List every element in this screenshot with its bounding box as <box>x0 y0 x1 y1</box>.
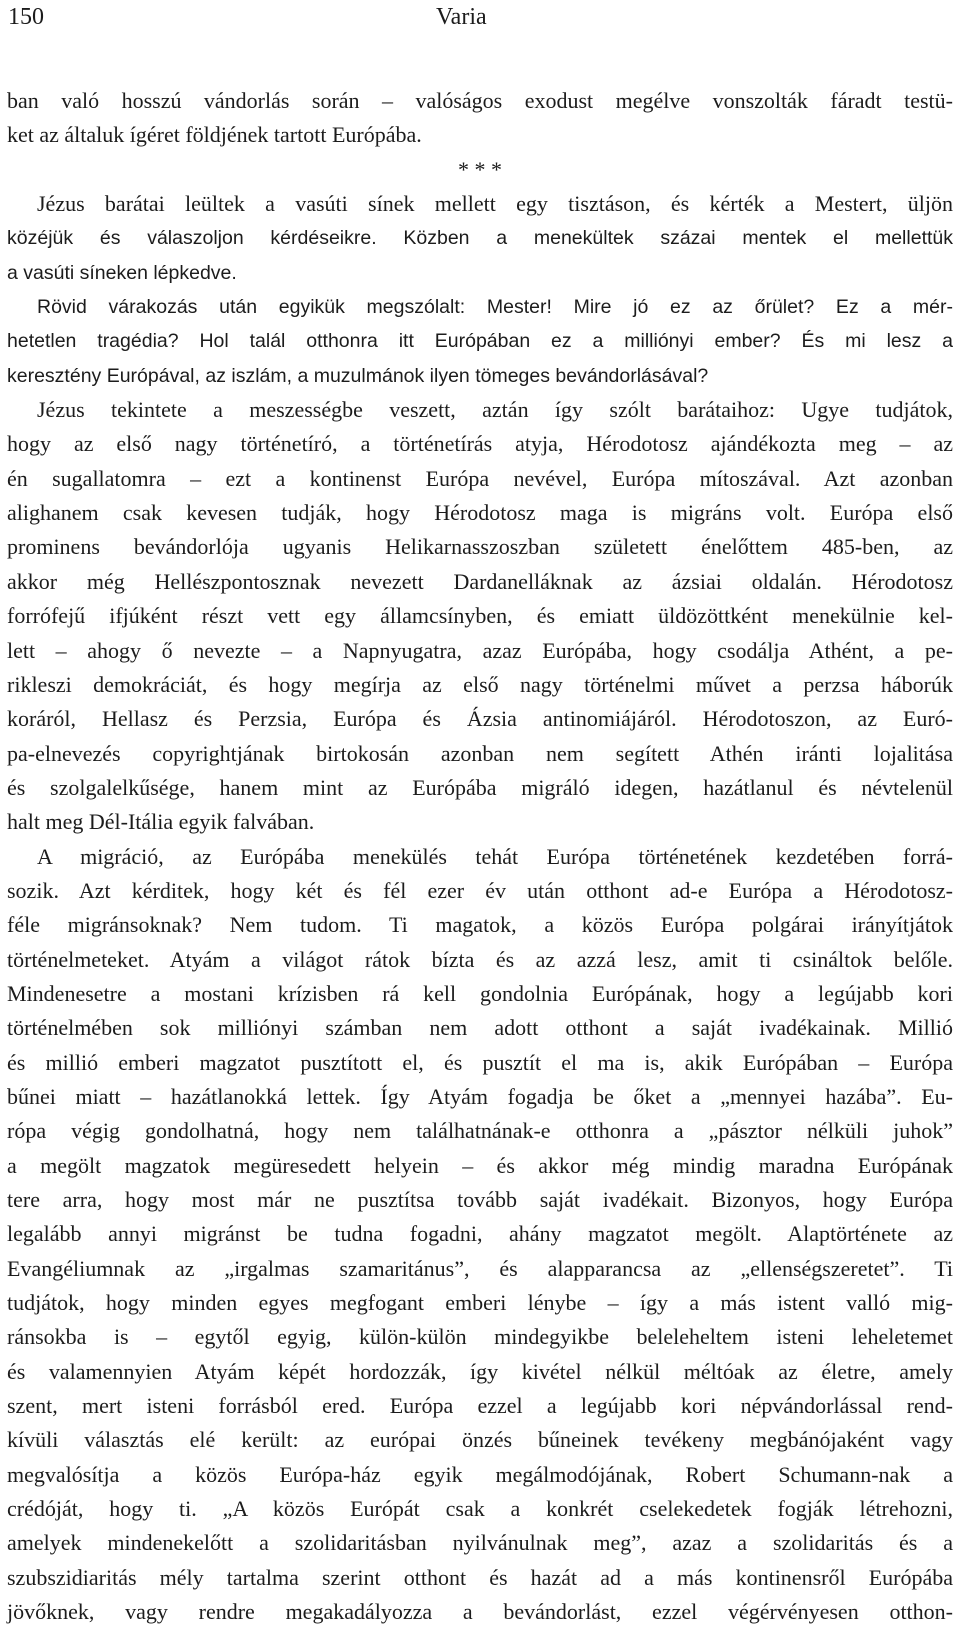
text-line: amelyek mindenekelőtt a szolidaritásban nyilvánulnak meg”, azaz a szolidaritás és a <box>7 1530 953 1556</box>
text-line: keresztény Európával, az iszlám, a muzulmánok ilyen tömeges bevándorlásával? <box>7 364 709 387</box>
text-line: és szolgalelkűsége, hanem mint az Európába migráló idegen, hazátlanul és névtelenül <box>7 774 953 800</box>
text-line: koráról, Hellasz és Perzsia, Európa és Ázsia antinomiájáról. Hérodotoszon, az Euró- <box>7 706 953 732</box>
text-line: történelmeteket. Atyám a világot rátok bízta és az azzá lesz, amit ti csináltok belőle. <box>7 946 953 972</box>
text-line: rikleszi demokráciát, és hogy megírja az első nagy történelmi művet a perzsa háborúk <box>7 671 953 697</box>
text-line: tere arra, hogy most már ne pusztítsa tovább saját ivadékait. Bizonyos, hogy Európa <box>7 1187 953 1212</box>
text-line: forrófejű ifjúként részt vett egy államcsínyben, és emiatt üldözöttként menekülnie kel- <box>7 603 953 629</box>
running-head: Varia <box>436 4 487 30</box>
text-line: és valamennyien Atyám képét hordozzák, így kivétel nélkül méltóak az életre, amely <box>7 1358 953 1384</box>
text-line: kívüli választás elé került: az európai önzés bűneinek tevékeny megbánójaként vagy <box>7 1427 953 1453</box>
section-separator: * * * <box>458 156 502 182</box>
text-line: lett – ahogy ő nevezte – a Napnyugatra, azaz Európába, hogy csodálja Athént, a pe- <box>7 637 953 663</box>
page-number: 150 <box>8 4 44 30</box>
text-line: Rövid várakozás után egyikük megszólalt: Mester! Mire jó ez az őrület? Ez a mér- <box>37 296 953 319</box>
text-line: Jézus barátai leültek a vasúti sínek mellett egy tisztáson, és kérték a Mestert, üljön <box>37 191 953 217</box>
text-line: közéjük és válaszoljon kérdéseikre. Közben a menekültek százai mentek el mellettük <box>7 227 953 250</box>
text-line: akkor még Hellészpontosznak nevezett Dardanelláknak az ázsiai oldalán. Hérodotosz <box>7 568 953 594</box>
text-line: pa-elnevezés copyrightjának birtokosán azonban nem segített Athén iránti lojalitása <box>7 740 953 766</box>
text-line: legalább annyi migránst be tudna fogadni, ahány magzatot megölt. Alaptörténete az <box>7 1221 953 1247</box>
text-line: én sugallatomra – ezt a kontinenst Európa nevével, Európa mítoszával. Azt azonban <box>7 465 953 491</box>
text-line: halt meg Dél-Itália egyik falvában. <box>7 809 315 835</box>
text-line: történelmében sok milliónyi számban nem adott otthont a saját ivadékainak. Millió <box>7 1015 953 1041</box>
text-line: crédóját, hogy ti. „A közös Európát csak a konkrét cselekedetek fogják létrehozni, <box>7 1496 953 1522</box>
text-line: a vasúti síneken lépkedve. <box>7 261 237 284</box>
text-line: A migráció, az Európába menekülés tehát Európa történetének kezdetében forrá- <box>37 843 953 869</box>
text-line: prominens bevándorlója ugyanis Helikarnasszoszban született énelőttem 485-ben, az <box>7 534 953 560</box>
text-line: hogy az első nagy történetíró, a történetírás atyja, Hérodotosz ajándékozta meg – az <box>7 431 953 457</box>
text-line: tudjátok, hogy minden egyes megfogant emberi lénybe – így a más istent valló mig- <box>7 1290 953 1316</box>
text-line: ket az általuk ígéret földjének tartott Európába. <box>7 122 422 148</box>
text-line: ban való hosszú vándorlás során – valóságos exodust megélve vonszolták fáradt testü- <box>7 88 953 113</box>
text-line: és millió emberi magzatot pusztított el, és pusztít el ma is, akik Európában – Európa <box>7 1049 953 1075</box>
text-line: ránsokba is – egytől egyig, külön-külön mindegyikbe beleleheltem isteni leheletemet <box>7 1324 953 1350</box>
text-line: hetetlen tragédia? Hol talál otthonra itt Európában ez a milliónyi ember? És mi lesz a <box>7 330 953 353</box>
text-line: alighanem csak kevesen tudják, hogy Hérodotosz maga is migráns volt. Európa első <box>7 500 953 526</box>
text-line: megvalósítja a közös Európa-ház egyik megálmodójának, Robert Schumann-nak a <box>7 1461 953 1487</box>
body-text <box>7 84 953 1629</box>
text-line: Evangéliumnak az „irgalmas szamaritánus”, és alapparancsa az „ellenségszeretet”. Ti <box>7 1255 953 1281</box>
text-line: szent, mert isteni forrásból ered. Európa ezzel a legújabb kori népvándorlással rend- <box>7 1393 953 1419</box>
text-line: szubszidiaritás mély tartalma szerint otthont és hazát ad a más kontinensről Európába <box>7 1564 953 1590</box>
text-line: jövőknek, vagy rendre megakadályozza a bevándorlást, ezzel végérvényesen otthon- <box>7 1599 953 1625</box>
text-line: Jézus tekintete a meszességbe veszett, aztán így szólt barátaihoz: Ugye tudjátok, <box>37 397 953 423</box>
text-line: Mindenesetre a mostani krízisben rá kell gondolnia Európának, hogy a legújabb kori <box>7 980 953 1006</box>
text-line: rópa végig gondolhatná, hogy nem találhatnának-e otthonra a „pásztor nélküli juhok” <box>7 1118 953 1144</box>
text-line: sozik. Azt kérditek, hogy két és fél ezer év után otthont ad-e Európa a Hérodotosz- <box>7 877 953 903</box>
text-line: a megölt magzatok megüresedett helyein – és akkor még mindig maradna Európának <box>7 1152 953 1178</box>
text-line: bűnei miatt – hazátlanokká lettek. Így Atyám fogadja be őket a „mennyei hazába”. Eu- <box>7 1083 953 1109</box>
page-header <box>0 0 960 36</box>
text-line: féle migránsoknak? Nem tudom. Ti magatok, a közös Európa polgárai irányítjátok <box>7 912 953 938</box>
